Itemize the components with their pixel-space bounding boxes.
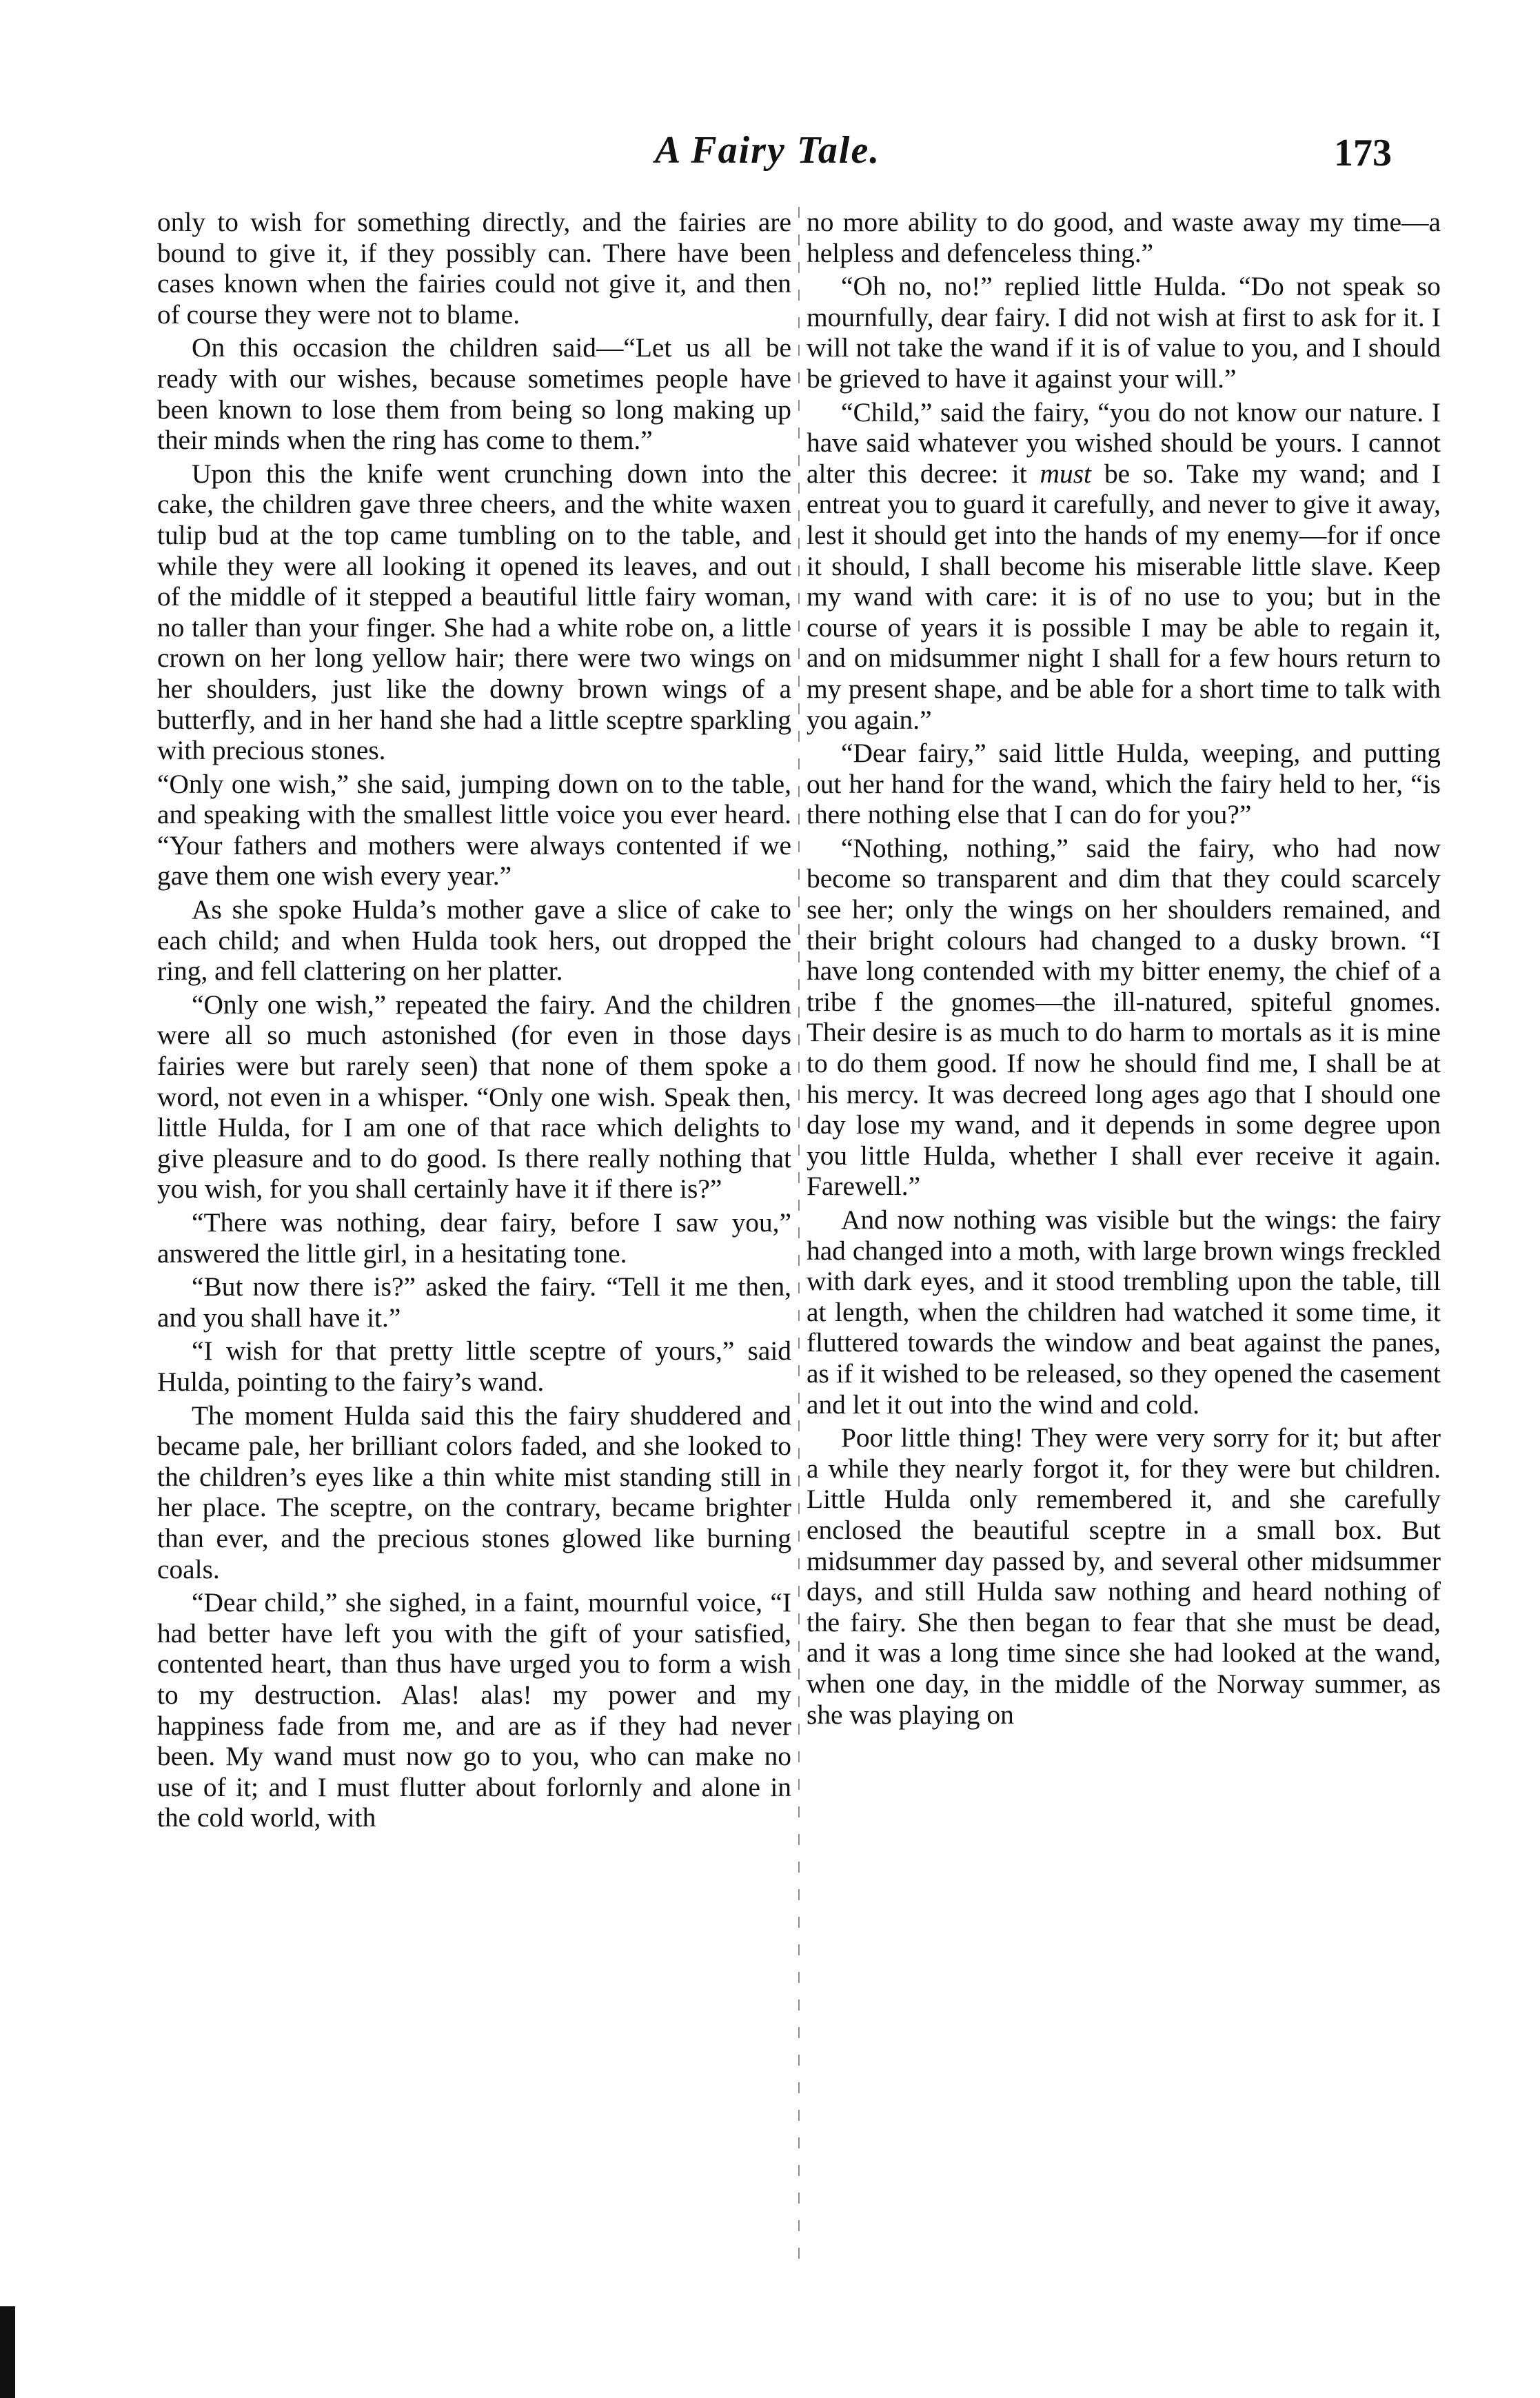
paragraph: “But now there is?” asked the fairy. “Tell it me then, and you shall have it.” xyxy=(157,1271,791,1333)
paragraph: “I wish for that pretty little sceptre of yours,” said Hulda, pointing to the fairy’s wand. xyxy=(157,1336,791,1397)
paragraph: “Child,” said the fairy, “you do not know our nature. I have said whatever you wished should be yours. I cannot alter this decree: it must be so. Take my wand; and I entreat you to guard it carefully, and never to give it away, lest it should get into the hands of my enemy—for if once it should, I shall become his miserable little slave. Keep my wand with care: it is of no use to you; but in the course of years it is possible I may be able to regain it, and on midsummer night I shall for a few hours return to my present shape, and be able for a short time to talk with you again.” xyxy=(807,396,1441,735)
right-column xyxy=(807,207,1441,1730)
page-number: 173 xyxy=(1334,132,1392,174)
paragraph: “Nothing, nothing,” said the fairy, who had now become so transparent and dim that they could scarcely see her; only the wings on her shoulders remained, and their bright colours had changed to a dusky brown. “I have long contended with my bitter enemy, the chief of a tribe f the gnomes—the ill-natured, spiteful gnomes. Their desire is as much to do harm to mortals as it is mine to do them good. If now he should find me, I shall be at his mercy. It was decreed long ages ago that I should one day lose my wand, and it depends in some degree upon you little Hulda, whether I shall ever receive it again. Farewell.” xyxy=(807,832,1441,1202)
paragraph: “Only one wish,” repeated the fairy. And the children were all so much astonished (for even in those days fairies were but rarely seen) that none of them spoke a word, not even in a whisper. “Only one wish. Speak then, little Hulda, for I am one of that race which delights to give pleasure and to do good. Is there really nothing that you wish, for you shall certainly have it if there is?” xyxy=(157,989,791,1205)
paragraph: And now nothing was visible but the wings: the fairy had changed into a moth, with large brown wings freckled with dark eyes, and it stood trembling upon the table, till at length, when the children had watched it some time, it fluttered towards the window and beat against the panes, as if it wished to be released, so they opened the casement and let it out into the wind and cold. xyxy=(807,1205,1441,1420)
paragraph: The moment Hulda said this the fairy shuddered and became pale, her brilliant colors faded, and she looked to the children’s eyes like a thin white mist standing still in her place. The sceptre, on the contrary, became brighter than ever, and the precious stones glowed like burning coals. xyxy=(157,1400,791,1584)
left-column xyxy=(157,207,791,1833)
paragraph: Poor little thing! They were very sorry for it; but after a while they nearly forgot it, for they were but children. Little Hulda only remembered it, and she carefully enclosed the beautiful sceptre in a small box. But midsummer day passed by, and several other midsummer days, and still Hulda saw nothing and heard nothing of the fairy. She then began to fear that she must be dead, and it was a long time since she had looked at the wand, when one day, in the middle of the Norway summer, as she was playing on xyxy=(807,1422,1441,1730)
paragraph: “Dear child,” she sighed, in a faint, mournful voice, “I had better have left you with the gift of your satisfied, contented heart, than thus have urged you to form a wish to my destruction. Alas! alas! my power and my happiness fade from me, and are as if they had never been. My wand must now go to you, who can make no use of it; and I must flutter about forlornly and alone in the cold world, with xyxy=(157,1587,791,1833)
column-divider xyxy=(798,207,800,2268)
paragraph: On this occasion the children said—“Let us all be ready with our wishes, because sometimes people have been known to lose them from being so long making up their minds when the ring has come to them.” xyxy=(157,332,791,456)
scan-margin-mark xyxy=(0,2306,15,2398)
paragraph: “There was nothing, dear fairy, before I saw you,” answered the little girl, in a hesitating tone. xyxy=(157,1207,791,1269)
paragraph: Upon this the knife went crunching down into the cake, the children gave three cheers, and the white waxen tulip bud at the top came tumbling on to the table, and while they were all looking it opened its leaves, and out of the middle of it stepped a beautiful little fairy woman, no taller than your finger. She had a white robe on, a little crown on her long yellow hair; there were two wings on her shoulders, just like the downy brown wings of a butterfly, and in her hand she had a little sceptre sparkling with precious stones. xyxy=(157,458,791,766)
running-title: A Fairy Tale. xyxy=(655,129,881,172)
paragraph: no more ability to do good, and waste away my time—a helpless and defenceless thing.” xyxy=(807,207,1441,268)
paragraph: only to wish for something directly, and the fairies are bound to give it, if they possibly can. There have been cases known when the fairies could not give it, and then of course they were not to blame. xyxy=(157,207,791,330)
paragraph: “Dear fairy,” said little Hulda, weeping, and putting out her hand for the wand, which the fairy held to her, “is there nothing else that I can do for you?” xyxy=(807,738,1441,830)
emphasis: must xyxy=(1040,458,1091,489)
paragraph: As she spoke Hulda’s mother gave a slice of cake to each child; and when Hulda took hers, out dropped the ring, and fell clattering on her platter. xyxy=(157,894,791,987)
paragraph: “Only one wish,” she said, jumping down on to the table, and speaking with the smallest little voice you ever heard. “Your fathers and mothers were always contented if we gave them one wish every year.” xyxy=(157,768,791,891)
running-head xyxy=(0,128,1540,190)
paragraph: “Oh no, no!” replied little Hulda. “Do not speak so mournfully, dear fairy. I did not wish at first to ask for it. I will not take the wand if it is of value to you, and I should be grieved to have it against your will.” xyxy=(807,271,1441,394)
